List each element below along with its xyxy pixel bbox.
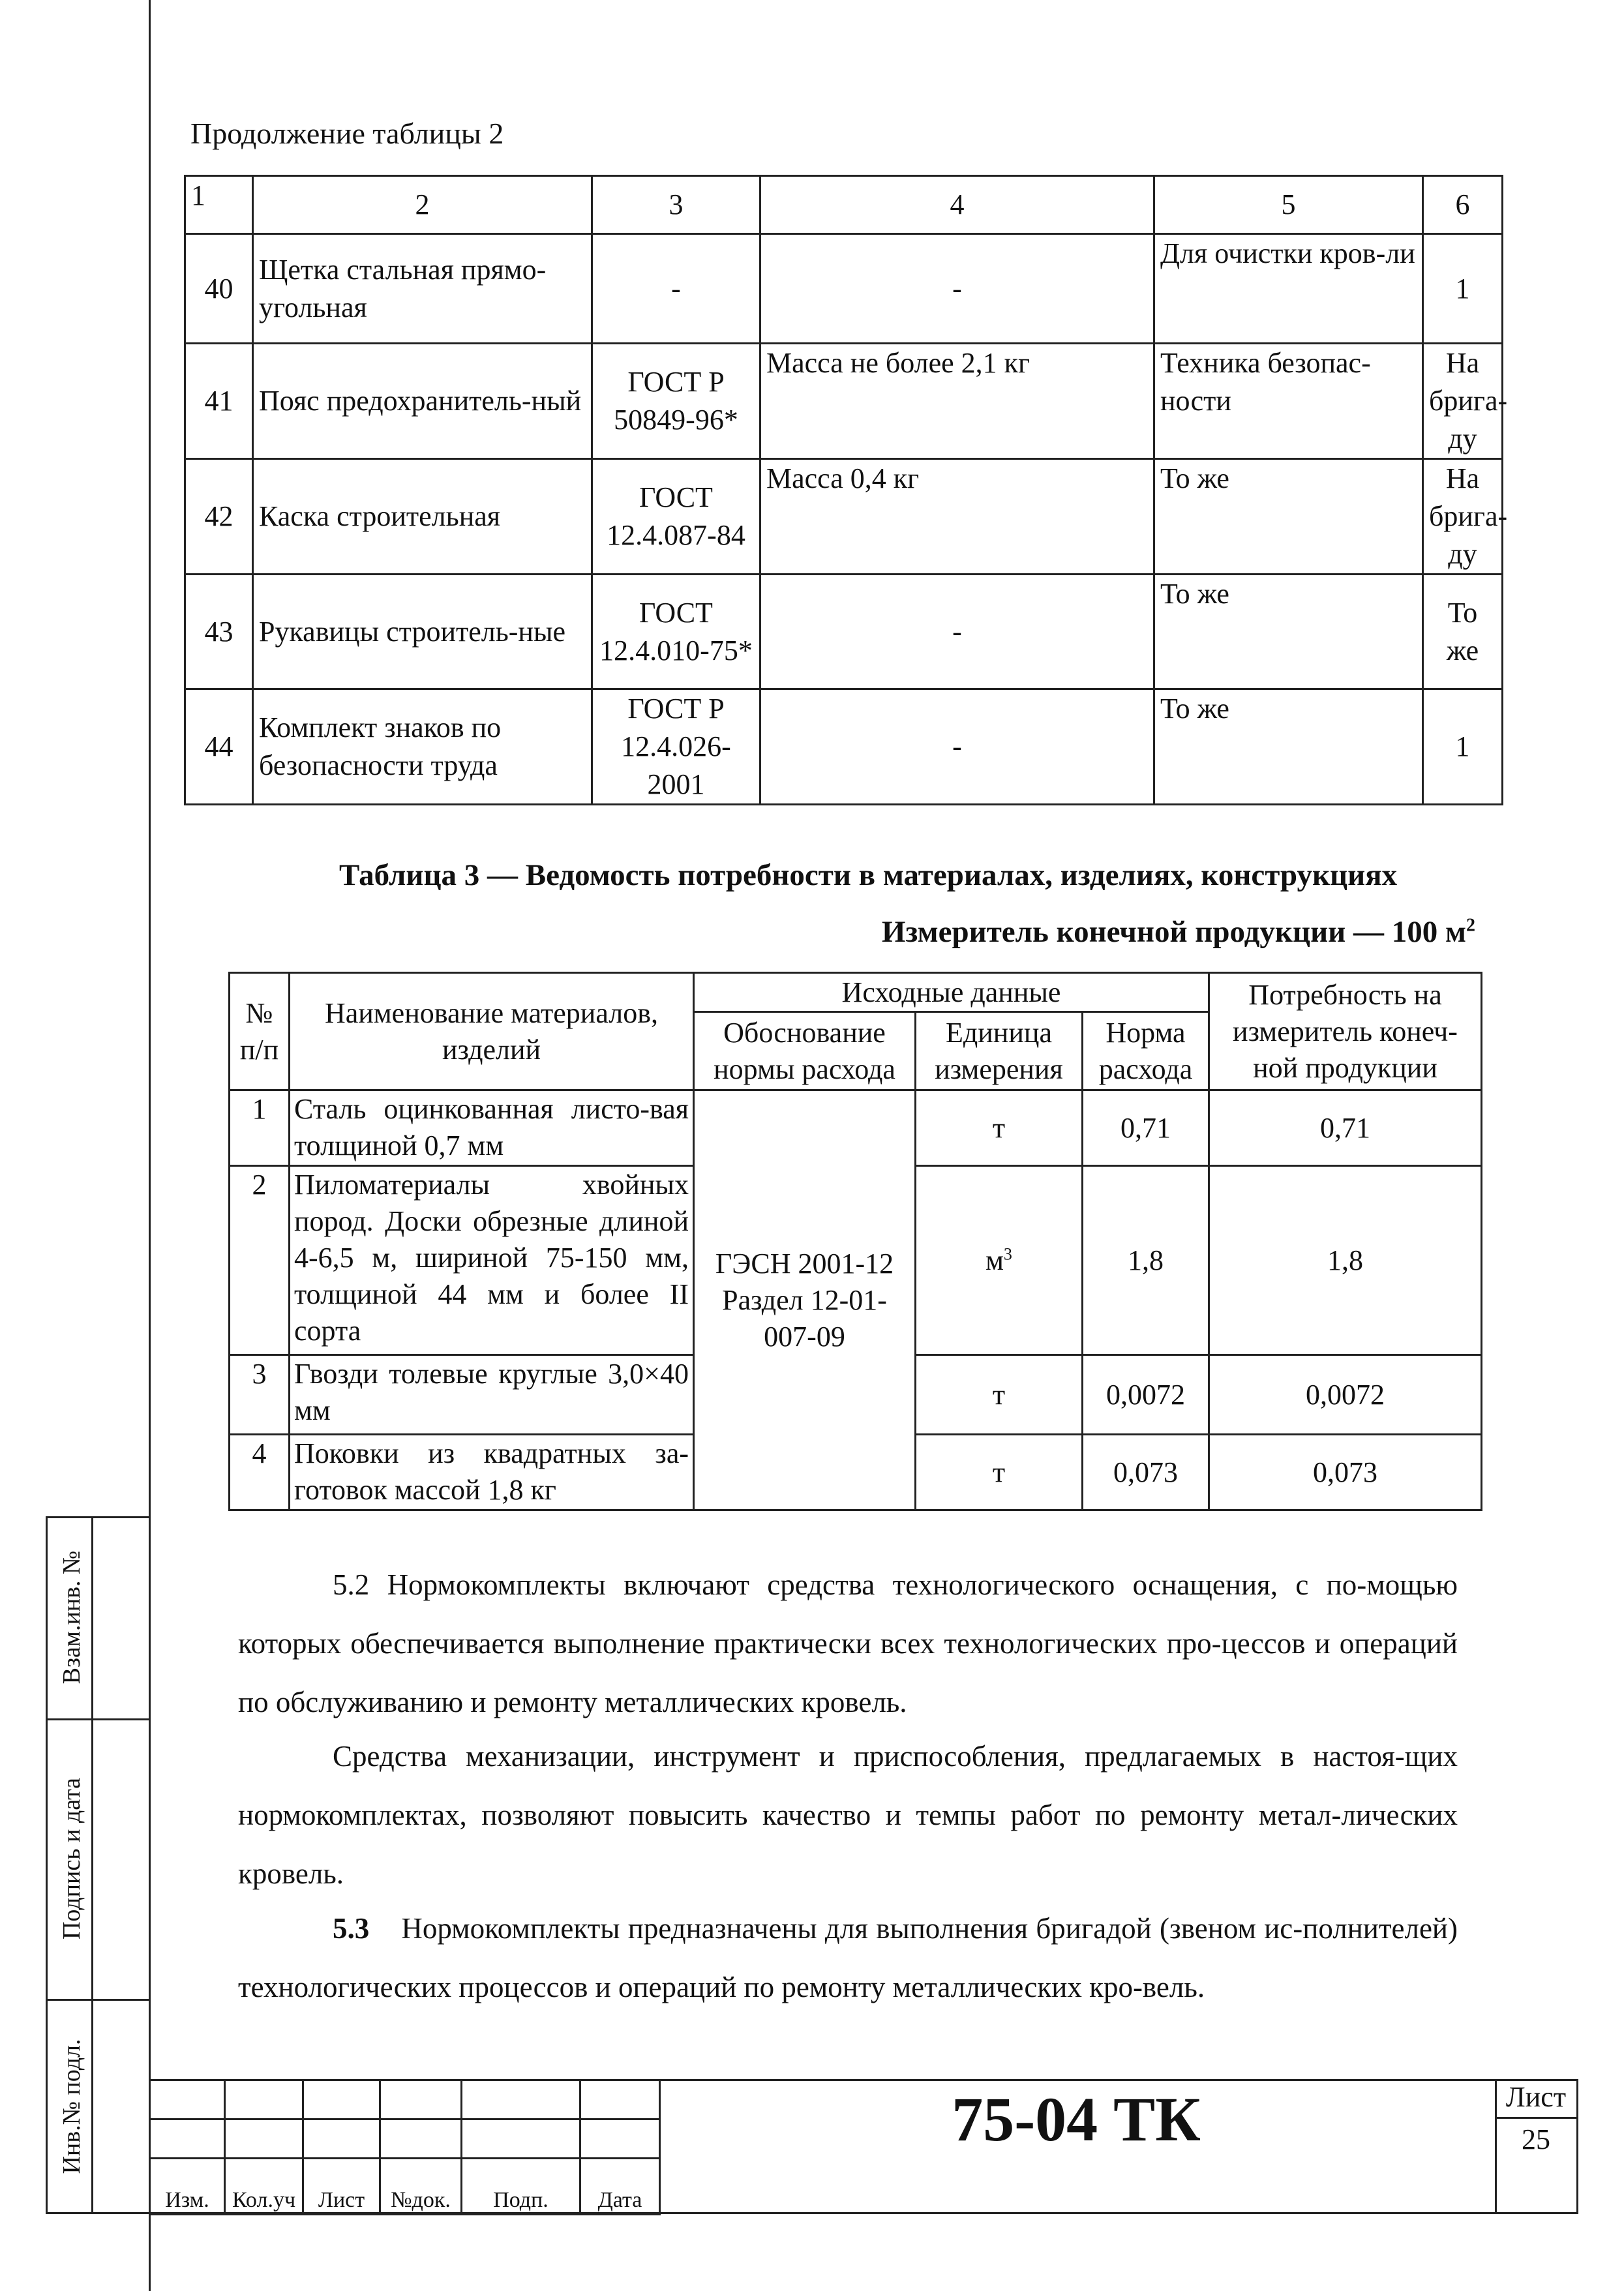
row-number: 3 [230,1355,290,1435]
stamp-col-ndok: №док. [380,2159,462,2215]
table2-caption: Продолжение таблицы 2 [190,117,504,150]
item-spec: - [760,575,1154,689]
side-label-inv: Инв.№ подл. [58,2039,85,2174]
stamp-col-list: Лист [303,2159,380,2215]
item-qty: На брига-ду [1423,344,1503,459]
side-label-podpis: Подпись и дата [58,1777,85,1940]
table2-header-row [185,176,1503,234]
document-code: 75-04 ТК [952,2084,1201,2154]
table3-header-row [230,973,1482,1012]
unit-text: м [985,1244,1004,1276]
item-name: Рукавицы строитель-ные [253,575,592,689]
row-number: 40 [185,234,253,344]
header-need: Потребность на измеритель конеч-ной продукции [1209,973,1482,1090]
subtitle-text: Измеритель конечной продукции — 100 м [881,915,1466,949]
sheet-number: 25 [1522,2123,1550,2155]
need: 0,71 [1209,1090,1482,1166]
item-name: Щетка стальная прямо-угольная [253,234,592,344]
material-name: Гвозди толевые круглые 3,0×40 мм [290,1355,694,1435]
unit [916,1166,1083,1355]
stamp-table [149,2079,661,2215]
table-row [185,234,1503,344]
row-number: 44 [185,689,253,805]
item-qty: То же [1423,575,1503,689]
side-frame-divider [91,1516,93,2214]
unit [916,1355,1083,1435]
unit-text: т [992,1456,1006,1488]
stamp-row [150,2119,660,2159]
item-gost: ГОСТ 12.4.010-75* [592,575,760,689]
header-cell: 5 [1154,176,1423,234]
side-frame-sep1 [46,1718,150,1720]
table-row [185,575,1503,689]
header-name: Наименование материалов, изделий [290,973,694,1090]
unit [916,1090,1083,1166]
stamp-row [150,2080,660,2119]
row-number: 42 [185,459,253,575]
side-frame-sep2 [46,1999,150,2001]
table-row [185,344,1503,459]
header-norm: Норма расхода [1083,1012,1209,1090]
item-qty: 1 [1423,689,1503,805]
stamp-col-data: Дата [580,2159,660,2215]
paragraph-tools: Средства механизации, инструмент и приспособления, предлагаемых в настоя-щих нормокомплектах, позволяют повысить качество и темпы работ по ремонту метал-лических кровель. [238,1740,1458,1890]
item-gost: ГОСТ Р 50849-96* [592,344,760,459]
item-purpose: То же [1154,459,1423,575]
stamp-col-kol: Кол.уч [225,2159,303,2215]
table-row [230,1090,1482,1166]
norm: 0,073 [1083,1435,1209,1510]
material-name: Пиломатериалы хвойных пород. Доски обрезные длиной 4-6,5 м, шириной 75-150 мм, толщиной 44 мм и более II сорта [290,1166,694,1355]
item-spec: Масса 0,4 кг [760,459,1154,575]
header-cell: 2 [253,176,592,234]
table3-title: Таблица 3 — Ведомость потребности в материалах, изделиях, конструкциях [339,858,1398,892]
need: 1,8 [1209,1166,1482,1355]
side-frame-left [46,1516,48,2214]
item-purpose: Техника безопас-ности [1154,344,1423,459]
stamp-col-izm: Изм. [150,2159,225,2215]
norm-basis: ГЭСН 2001-12 Раздел 12-01-007-09 [694,1090,916,1510]
row-number: 43 [185,575,253,689]
header-basis: Обоснование нормы расхода [694,1012,916,1090]
paragraph-5-3 [238,1899,1458,2016]
norm: 1,8 [1083,1166,1209,1355]
material-name: Сталь оцинкованная листо-вая толщиной 0,7 мм [290,1090,694,1166]
stamp-col-podp: Подп. [462,2159,580,2215]
item-gost: - [592,234,760,344]
table-row [185,689,1503,805]
need: 0,073 [1209,1435,1482,1510]
header-cell: 1 [185,176,253,234]
sheet-label: Лист [1505,2081,1567,2113]
item-purpose: Для очистки кров-ли [1154,234,1423,344]
header-unit: Единица измерения [916,1012,1083,1090]
header-cell: 3 [592,176,760,234]
stamp-sheet-line [1495,2117,1578,2119]
table3-subtitle [882,914,1475,950]
item-purpose: То же [1154,575,1423,689]
unit [916,1435,1083,1510]
item-spec: Масса не более 2,1 кг [760,344,1154,459]
item-gost: ГОСТ Р 12.4.026-2001 [592,689,760,805]
row-number: 2 [230,1166,290,1355]
item-qty: На брига-ду [1423,459,1503,575]
side-frame-top [46,1516,150,1518]
norm: 0,0072 [1083,1355,1209,1435]
left-margin-line [149,0,151,2291]
item-name: Пояс предохранитель-ный [253,344,592,459]
header-num: № п/п [230,973,290,1090]
unit-text: т [992,1111,1006,1144]
side-label-vzam: Взам.инв. № [58,1550,85,1685]
subtitle-superscript: 2 [1466,915,1475,936]
paragraph-number: 5.3 [333,1912,370,1945]
need: 0,0072 [1209,1355,1482,1435]
table2 [184,175,1508,805]
material-name: Поковки из квадратных за-готовок массой 1,8 кг [290,1435,694,1510]
row-number: 1 [230,1090,290,1166]
item-gost: ГОСТ 12.4.087-84 [592,459,760,575]
table3 [228,972,1482,1511]
header-cell: 6 [1423,176,1503,234]
stamp-right-line [1576,2079,1578,2214]
item-name: Каска строительная [253,459,592,575]
unit-text: т [992,1378,1006,1411]
item-spec: - [760,689,1154,805]
item-spec: - [760,234,1154,344]
norm: 0,71 [1083,1090,1209,1166]
row-number: 41 [185,344,253,459]
unit-sup: 3 [1003,1244,1012,1263]
table-row [185,459,1503,575]
item-name: Комплект знаков по безопасности труда [253,689,592,805]
paragraph-text: Нормокомплекты предназначены для выполнения бригадой (звеном ис-полнителей) технологических процессов и операций по ремонту металлических кро-вель. [238,1912,1458,2003]
header-cell: 4 [760,176,1154,234]
row-number: 4 [230,1435,290,1510]
item-purpose: То же [1154,689,1423,805]
stamp-header-row [150,2159,660,2215]
paragraph-5-2: 5.2 Нормокомплекты включают средства технологического оснащения, с по-мощью которых обеспечивается выполнение практически всех технологических про-цессов и операций по обслуживанию и ремонту металлических кровель. [238,1568,1458,1718]
header-source: Исходные данные [694,973,1209,1012]
item-qty: 1 [1423,234,1503,344]
